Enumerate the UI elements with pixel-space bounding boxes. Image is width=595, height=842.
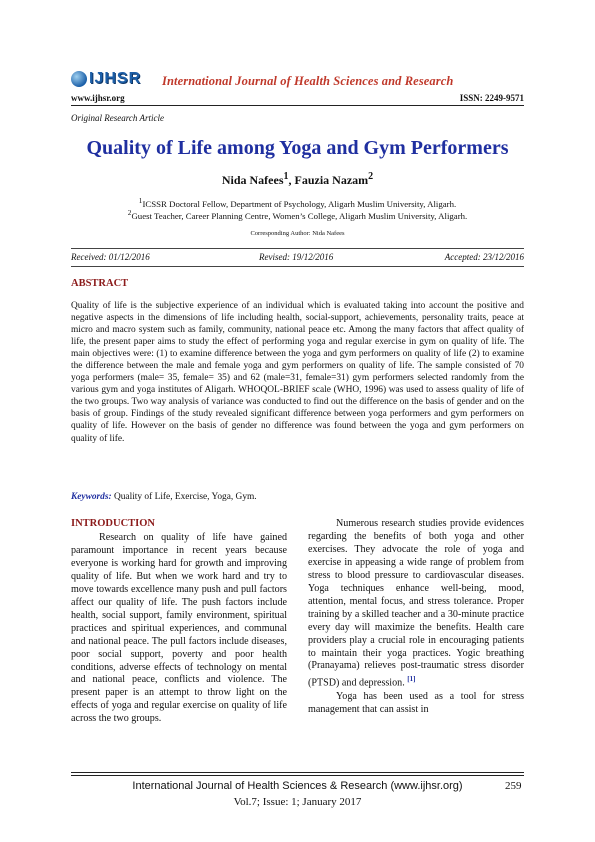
affiliation-2-text: Guest Teacher, Career Planning Centre, Women’s College, Aligarh Muslim University, Aligarh. [131, 210, 468, 221]
journal-name: International Journal of Health Sciences and Research [162, 74, 454, 88]
right-column [308, 518, 524, 717]
introduction-heading: INTRODUCTION [71, 518, 156, 529]
author-1-marker: 1 [283, 171, 289, 182]
abstract-text: Quality of life is the subjective experience of an individual which is evaluated taking into account the positive and negative aspects in the dimensions of life including health, social-support, achievements, personality traits, peace at micro and macro system such as family, community, national peace etc. Among the many factors that affect quality of life, the present paper aims to study the effect of performing yoga and regular exercise in gym on quality of life. The main objectives were: (1) to examine difference between the yoga and gym performers on quality of life (2) to examine the difference between the male and female yoga and gym performers on quality of life. The sample consisted of 70 yoga performers (male= 35, female= 35) and 62 (male=31, female=31) gym performers selected randomly from the various gym and yoga institutes of Aligarh. WHOQOL-BRIEF scale (WHO, 1996) was used to assess quality of life of the two groups. Two way analysis of variance was conducted to find out the difference on the basis of gender and on the basis of group. Findings of the study revealed significant difference between yoga performers and gym performers on quality of life. However on the basis of gender no difference was found between the yoga and gym performers on quality of life. [71, 301, 524, 444]
keywords [71, 492, 524, 502]
footer-divider-thick [71, 772, 524, 773]
page-number: 259 [505, 780, 522, 792]
header-divider [71, 105, 524, 106]
intro-paragraph-1: Research on quality of life have gained paramount importance in recent years because everyone is working hard for growth and improving quality of life. But when we work hard and try to move towards excellence many push and pull factors affect our quality of life. The push factors include health, social support, family environment, spiritual practices and spiritual experiences, and communal and national peace. The pull factors include diseases, poor social support, poverty and poor health conditions, adverse effects of technology on mental and national peace, conflicts and violence. The present paper is an attempt to throw light on the effects of yoga and regular exercise on quality of life across the two groups. [71, 532, 287, 725]
citation-link[interactable]: [1] [407, 675, 416, 684]
journal-issn: ISSN: 2249-9571 [459, 93, 524, 103]
corresponding-author: Corresponding Author: Nida Nafees [250, 230, 345, 237]
intro-paragraph-2 [308, 518, 524, 691]
footer-journal: International Journal of Health Sciences & Research (www.ijhsr.org) [132, 780, 463, 792]
intro-paragraph-3: Yoga has been used as a tool for stress management that can assist in [308, 690, 524, 715]
logo-text: IJHSR [89, 70, 142, 87]
journal-url[interactable]: www.ijhsr.org [71, 93, 125, 103]
keywords-text: Quality of Life, Exercise, Yoga, Gym. [111, 492, 257, 502]
affiliation-1 [71, 196, 524, 209]
dates-divider-bottom [71, 266, 524, 267]
affiliation-1-marker: 1 [138, 196, 143, 205]
left-column [71, 532, 287, 726]
author-1: Nida Nafees [221, 173, 284, 187]
authors-line [71, 171, 524, 188]
revised-date: Revised: 19/12/2016 [259, 252, 334, 262]
affiliation-2 [71, 208, 524, 221]
globe-icon [71, 71, 87, 87]
affiliation-2-marker: 2 [127, 208, 132, 217]
dates-divider-top [71, 248, 524, 249]
author-separator: , [288, 173, 295, 187]
footer-divider-thin [71, 775, 524, 776]
footer-volume: Vol.7; Issue: 1; January 2017 [233, 796, 362, 808]
author-2: Fauzia Nazam [294, 173, 369, 187]
accepted-date: Accepted: 23/12/2016 [444, 252, 524, 262]
article-type: Original Research Article [71, 113, 164, 123]
intro-paragraph-2-text: Numerous research studies provide evidences regarding the benefits of both yoga and other exercises. They advocate the role of yoga and exercise in appeasing a wide range of problem from stress to blood pressure to cardiovascular diseases. Yoga techniques enhance well-being, mood, attention, mental focus, and stress tolerance. Proper training by a skilled teacher and a 30-minute practice every day will maximize the benefits. Health care providers play a crucial role in encouraging patients to maintain their yoga practices. Yogic breathing (Pranayama) relieves post-traumatic stress disorder (PTSD) and depression. [308, 518, 524, 689]
affiliation-1-text: ICSSR Doctoral Fellow, Department of Psychology, Aligarh Muslim University, Aligarh. [142, 198, 457, 209]
author-2-marker: 2 [368, 171, 374, 182]
paper-title: Quality of Life among Yoga and Gym Performers [86, 137, 509, 159]
abstract-heading: ABSTRACT [71, 278, 129, 289]
keywords-label: Keywords: [71, 492, 112, 502]
journal-logo [71, 70, 155, 90]
received-date: Received: 01/12/2016 [71, 252, 150, 262]
